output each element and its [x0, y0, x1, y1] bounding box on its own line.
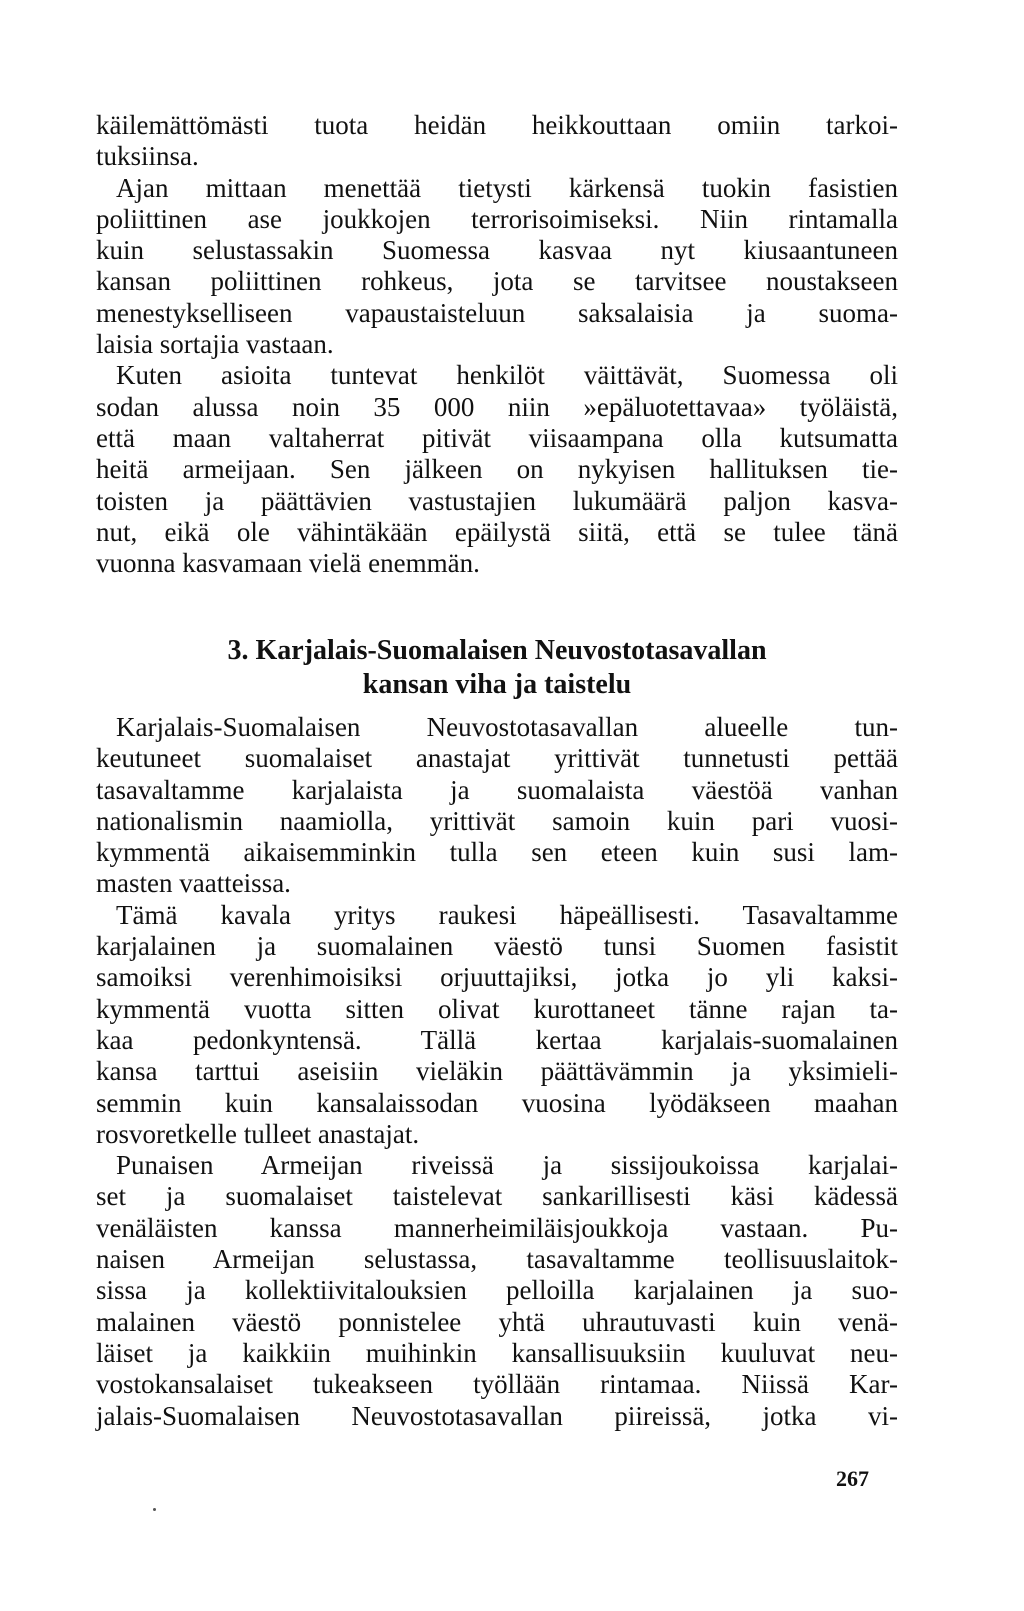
text-line: käilemättömästi tuota heidän heikkouttaan omiin tarkoi-	[96, 110, 898, 140]
text-line: vostokansalaiset tukeakseen työllään rintamaa. Niissä Kar-	[96, 1369, 898, 1400]
intro-paragraphs	[96, 110, 898, 579]
text-line: kuin selustassakin Suomessa kasvaa nyt kiusaantuneen	[96, 235, 898, 266]
text-line: keutuneet suomalaiset anastajat yrittivät tunnetusti pettää	[96, 743, 898, 774]
text-line: Punaisen Armeijan riveissä ja sissijoukoissa karjalai-	[116, 1150, 898, 1181]
text-line: sodan alussa noin 35 000 niin »epäluotettavaa» työläistä,	[96, 391, 898, 422]
text-line: heitä armeijaan. Sen jälkeen on nykyisen hallituksen tie-	[96, 454, 898, 485]
text-line: jalais-Suomalaisen Neuvostotasavallan piireissä, jotka vi-	[96, 1400, 898, 1431]
text-line: vuonna kasvamaan vielä enemmän.	[96, 548, 480, 579]
section-heading-line: 3. Karjalais-Suomalaisen Neuvostotasavallan	[227, 635, 767, 666]
text-line: naisen Armeijan selustassa, tasavaltamme teollisuuslaitok-	[96, 1244, 898, 1275]
text-line: kaa pedonkyntensä. Tällä kertaa karjalais-suomalainen	[96, 1024, 898, 1055]
text-line: semmin kuin kansalaissodan vuosina lyödäkseen maahan	[96, 1087, 898, 1118]
text-line: kansan poliittinen rohkeus, jota se tarvitsee noustakseen	[96, 266, 898, 297]
text-line: masten vaatteissa.	[96, 868, 291, 899]
text-line: kymmentä vuotta sitten olivat kurottaneet tänne rajan ta-	[96, 993, 898, 1024]
text-line: menestykselliseen vapaustaisteluun saksalaisia ja suoma-	[96, 297, 898, 328]
page-number: 267	[836, 1466, 869, 1491]
text-line: sissa ja kollektiivitalouksien pelloilla karjalainen ja suo-	[96, 1275, 898, 1306]
text-line: kymmentä aikaisemminkin tulla sen eteen kuin susi lam-	[96, 837, 898, 868]
text-line: poliittinen ase joukkojen terrorisoimiseksi. Niin rintamalla	[96, 203, 898, 234]
text-line: läiset ja kaikkiin muihinkin kansallisuuksiin kuuluvat neu-	[96, 1337, 898, 1368]
text-line: venäläisten kanssa mannerheimiläisjoukkoja vastaan. Pu-	[96, 1212, 898, 1243]
text-line: set ja suomalaiset taistelevat sankarillisesti käsi kädessä	[96, 1181, 898, 1212]
text-line: rosvoretkelle tulleet anastajat.	[96, 1118, 420, 1149]
print-speck	[153, 1508, 156, 1511]
text-line: nut, eikä ole vähintäkään epäilystä siitä, että se tulee tänä	[96, 516, 898, 547]
text-line: tasavaltamme karjalaista ja suomalaista väestöä vanhan	[96, 774, 898, 805]
text-line: Ajan mittaan menettää tietysti kärkensä tuokin fasistien	[116, 172, 898, 203]
section-heading-line: kansan viha ja taistelu	[362, 669, 632, 700]
text-line: malainen väestö ponnistelee yhtä uhrautuvasti kuin venä-	[96, 1306, 898, 1337]
text-line: Kuten asioita tuntevat henkilöt väittävät, Suomessa oli	[116, 360, 898, 391]
text-line: samoiksi verenhimoisiksi orjuuttajiksi, jotka jo yli kaksi-	[96, 962, 898, 993]
text-line: tuksiinsa.	[96, 141, 199, 172]
text-line: Karjalais-Suomalaisen Neuvostotasavallan alueelle tun-	[116, 712, 898, 742]
text-line: kansa tarttui aseisiin vieläkin päättävämmin ja yksimieli-	[96, 1056, 898, 1087]
text-line: laisia sortajia vastaan.	[96, 329, 334, 360]
text-line: karjalainen ja suomalainen väestö tunsi Suomen fasistit	[96, 931, 898, 962]
body-paragraphs	[96, 712, 898, 1432]
section-heading	[96, 634, 898, 702]
text-line: toisten ja päättävien vastustajien lukumäärä paljon kasva-	[96, 485, 898, 516]
text-line: Tämä kavala yritys raukesi häpeällisesti. Tasavaltamme	[116, 899, 898, 930]
text-line: nationalismin naamiolla, yrittivät samoin kuin pari vuosi-	[96, 805, 898, 836]
text-line: että maan valtaherrat pitivät viisaampana olla kutsumatta	[96, 422, 898, 453]
